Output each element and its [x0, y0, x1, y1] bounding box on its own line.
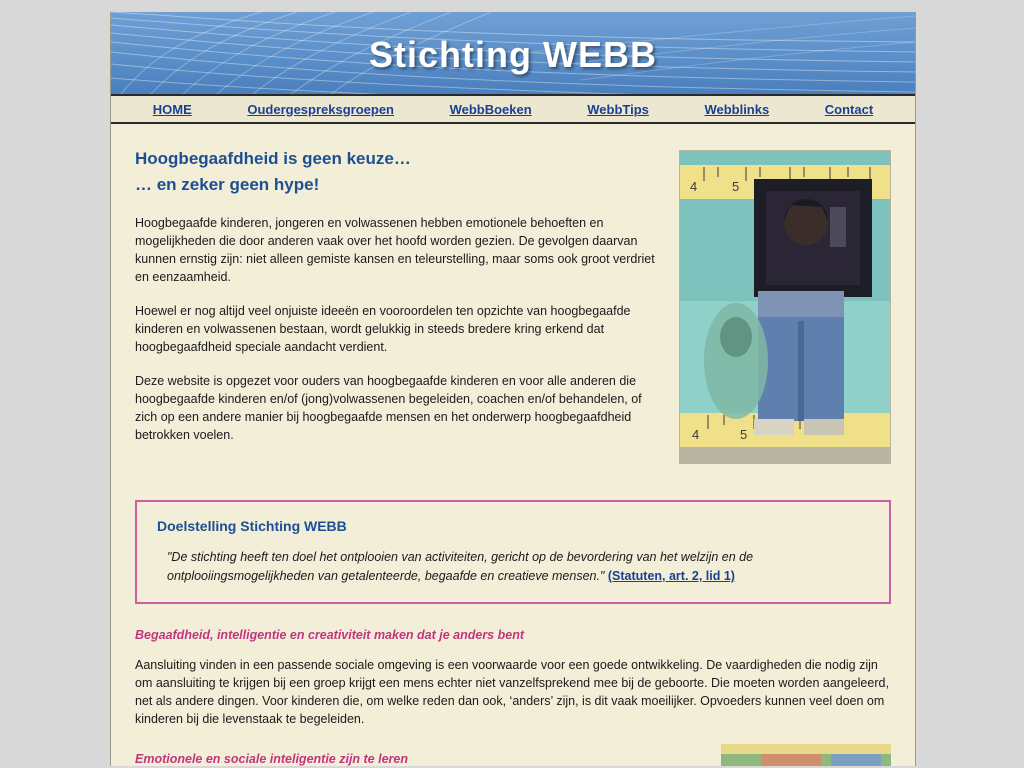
nav-item-oudergespreksgroepen[interactable]: Oudergespreksgroepen [247, 101, 394, 117]
main-content [111, 124, 915, 766]
statuten-link[interactable]: (Statuten, art. 2, lid 1) [607, 569, 735, 583]
nav-item-webblinks[interactable]: Webblinks [704, 101, 770, 117]
nav-item-home[interactable]: HOME [152, 101, 192, 117]
svg-text:4: 4 [692, 427, 700, 442]
intro-paragraph-1: Hoogbegaafde kinderen, jongeren en volwassenen hebben emotionele behoeften en mogelijkheden die door anderen vaak over het hoofd worden gezien. De gevolgen daarvan kunnen ernstig zijn: niet alleen gemiste kansen en teleurstelling, maar soms ook groot verdriet en eenzaamheid. [135, 216, 655, 284]
doelstelling-quote-text: "De stichting heeft ten doel het ontplooien van activiteiten, gericht op de bevordering van het welzijn en de ontplooiingsmogelijkheden van getalenteerde, begaafde en creatieve mensen." [167, 550, 754, 583]
doelstelling-heading: Doelstelling Stichting WEBB [157, 518, 347, 534]
site-container [110, 12, 916, 766]
main-navigation [111, 94, 915, 124]
nav-item-webbboeken[interactable]: WebbBoeken [449, 101, 532, 117]
svg-text:5: 5 [740, 427, 748, 442]
doelstelling-box [135, 500, 891, 604]
section2-heading: Emotionele en sociale inteligentie zijn te leren [135, 752, 408, 766]
svg-text:4: 4 [690, 179, 698, 194]
page-title-line2: … en zeker geen hype! [135, 175, 320, 194]
hero-photo [679, 150, 891, 464]
svg-text:5: 5 [732, 179, 740, 194]
section1-heading: Begaafdheid, intelligentie en creativiteit maken dat je anders bent [135, 628, 524, 642]
intro-paragraph-3: Deze website is opgezet voor ouders van hoogbegaafde kinderen en voor alle anderen die hoogbegaafde kinderen en/of (jong)volwassenen begeleiden, coachen en/of behandelen, of zich op een andere manier bij hoogbegaafde mensen en het onderwerp hoogbegaafdheid betrokken voelen. [135, 374, 642, 442]
nav-item-webbtips[interactable]: WebbTips [587, 101, 649, 117]
site-title: Stichting WEBB [369, 34, 657, 75]
secondary-photo [721, 744, 891, 766]
intro-paragraph-2: Hoewel er nog altijd veel onjuiste ideeën en vooroordelen ten opzichte van hoogbegaafde kinderen en volwassenen bestaan, wordt gelukkig in steeds bredere kring erkend dat hoogbegaafdheid speciale aandacht verdient. [135, 304, 631, 354]
site-banner [111, 12, 915, 94]
section1-text: Aansluiting vinden in een passende sociale omgeving is een voorwaarde voor een goede ontwikkeling. De vaardigheden die nodig zijn om aansluiting te krijgen bij een groep krijgt een mens echter niet vanzelfsprekend mee bij de geboorte. Die moeten worden aangeleerd, net als andere dingen. Voor kinderen die, om welke reden dan ook, ‘anders’ zijn, is dit vaak moeilijker. Opvoeders kunnen veel doen om kinderen bij die levenstaak te begeleiden. [135, 658, 889, 726]
photo2-illustration-icon [721, 744, 891, 766]
photo-illustration-icon [680, 151, 890, 463]
page-title-line1: Hoogbegaafdheid is geen keuze… [135, 149, 411, 168]
doelstelling-quote [167, 548, 873, 586]
nav-item-contact[interactable]: Contact [824, 101, 874, 117]
